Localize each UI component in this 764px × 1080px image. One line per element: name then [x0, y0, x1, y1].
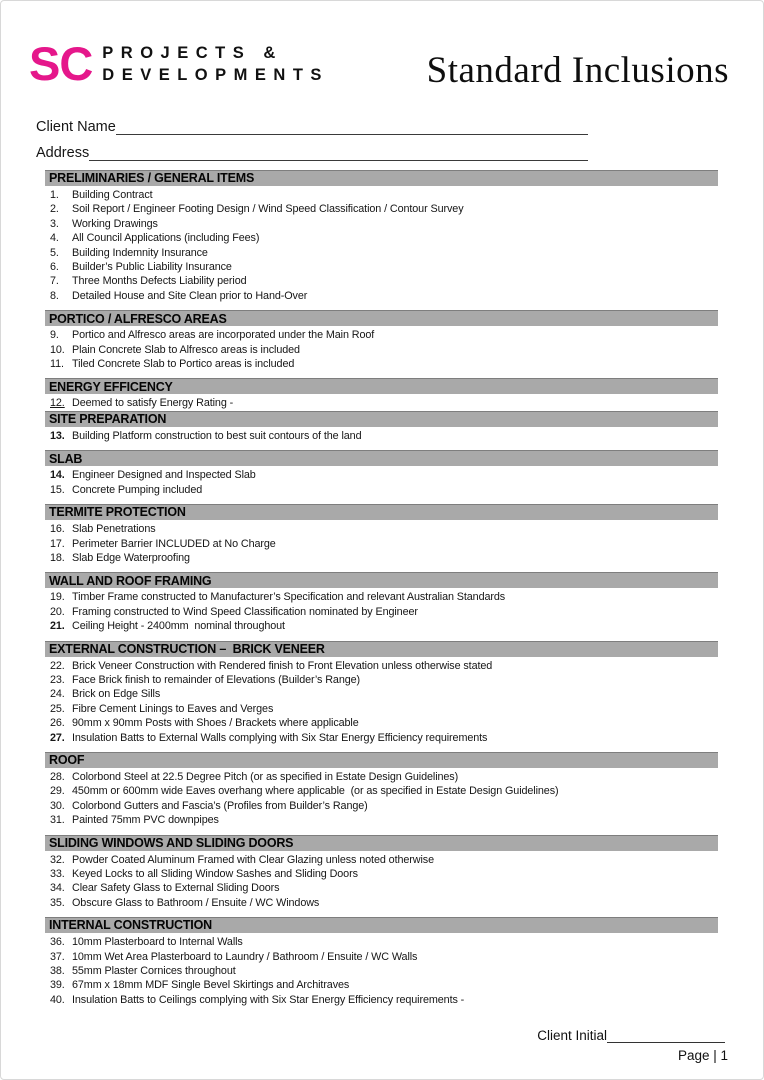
client-name-row — [36, 118, 588, 135]
client-fields — [1, 92, 763, 161]
list-item-number: 11. — [50, 358, 64, 371]
list-item-number: 39. — [50, 979, 65, 992]
list-item-text: Engineer Designed and Inspected Slab — [72, 469, 256, 482]
list-item — [45, 202, 718, 216]
list-item-number: 14. — [50, 469, 65, 482]
list-item-text: Clear Safety Glass to External Sliding Doors — [72, 882, 280, 895]
section-item-list — [45, 394, 718, 410]
inclusions-section — [45, 835, 718, 911]
list-item — [45, 702, 718, 716]
section-header-label: TERMITE PROTECTION — [49, 505, 186, 520]
list-item — [45, 978, 718, 992]
list-item-number: 21. — [50, 620, 65, 633]
list-item — [45, 343, 718, 357]
list-item — [45, 231, 718, 245]
section-header-bar — [45, 835, 718, 851]
section-item-list — [45, 933, 718, 1007]
list-item — [45, 590, 718, 604]
list-item — [45, 396, 718, 410]
inclusions-section — [45, 504, 718, 565]
list-item-text: 450mm or 600mm wide Eaves overhang where applicable (or as specified in Estate Design Guidelines) — [72, 785, 559, 798]
list-item — [45, 853, 718, 867]
list-item — [45, 522, 718, 536]
list-item-number: 15. — [50, 483, 65, 496]
list-item-number: 40. — [50, 993, 65, 1006]
list-item — [45, 716, 718, 730]
list-item-number: 27. — [50, 731, 65, 744]
list-item — [45, 605, 718, 619]
list-item-text: All Council Applications (including Fees) — [72, 232, 260, 245]
address-blank[interactable] — [89, 144, 588, 161]
list-item-text: Slab Penetrations — [72, 523, 156, 536]
list-item-number: 1. — [50, 189, 59, 201]
list-item — [45, 429, 718, 443]
list-item-number: 35. — [50, 896, 65, 909]
section-item-list — [45, 466, 718, 497]
list-item — [45, 813, 718, 827]
address-label: Address — [36, 145, 90, 161]
section-header-label: SITE PREPARATION — [49, 412, 167, 427]
list-item-text: Insulation Batts to External Walls complying with Six Star Energy Efficiency requirements — [72, 731, 488, 744]
section-header-bar — [45, 752, 718, 768]
section-item-list — [45, 768, 718, 828]
brand-name-line1: PROJECTS & — [102, 44, 283, 62]
inclusions-section — [45, 572, 718, 633]
section-item-list — [45, 326, 718, 371]
list-item — [45, 274, 718, 288]
list-item — [45, 964, 718, 978]
list-item — [45, 246, 718, 260]
list-item-text: Building Indemnity Insurance — [72, 246, 208, 259]
section-header-bar — [45, 572, 718, 588]
list-item — [45, 770, 718, 784]
list-item-text: 90mm x 90mm Posts with Shoes / Brackets where applicable — [72, 717, 359, 730]
list-item-text: Painted 75mm PVC downpipes — [72, 814, 219, 827]
list-item — [45, 468, 718, 482]
list-item-number: 30. — [50, 799, 65, 812]
list-item-number: 3. — [50, 217, 59, 230]
list-item-text: Working Drawings — [72, 217, 158, 230]
list-item — [45, 799, 718, 813]
list-item-text: Plain Concrete Slab to Alfresco areas is included — [72, 343, 300, 356]
section-header-label: SLIDING WINDOWS AND SLIDING DOORS — [49, 835, 294, 850]
section-item-list — [45, 851, 718, 911]
list-item-number: 18. — [50, 551, 65, 564]
list-item-text: Brick on Edge Sills — [72, 688, 161, 701]
list-item-number: 8. — [50, 289, 59, 302]
list-item-text: Deemed to satisfy Energy Rating - — [72, 397, 234, 410]
list-item — [45, 673, 718, 687]
section-item-list — [45, 520, 718, 565]
list-item-text: Slab Edge Waterproofing — [72, 551, 190, 564]
list-item-text: Colorbond Gutters and Fascia’s (Profiles from Builder’s Range) — [72, 799, 368, 812]
section-item-list — [45, 427, 718, 443]
list-item-number: 10. — [50, 343, 65, 356]
list-item-text: Builder’s Public Liability Insurance — [72, 261, 232, 274]
section-header-bar — [45, 450, 718, 466]
page-number: Page | 1 — [677, 1048, 728, 1063]
list-item-text: Portico and Alfresco areas are incorporated under the Main Roof — [72, 329, 375, 342]
inclusions-section — [45, 917, 718, 1007]
section-header-label: PRELIMINARIES / GENERAL ITEMS — [49, 171, 255, 186]
client-name-blank[interactable] — [116, 118, 588, 135]
section-header-bar — [45, 411, 718, 427]
list-item — [45, 357, 718, 371]
section-header-label: SLAB — [49, 451, 83, 466]
list-item — [45, 188, 718, 202]
list-item — [45, 328, 718, 342]
page-title: Standard Inclusions — [426, 50, 729, 91]
list-item — [45, 867, 718, 881]
list-item — [45, 993, 718, 1007]
list-item — [45, 659, 718, 673]
section-header-label: WALL AND ROOF FRAMING — [49, 573, 212, 588]
inclusions-sections — [45, 170, 718, 1007]
list-item-number: 38. — [50, 965, 65, 978]
list-item-number: 2. — [50, 203, 59, 216]
list-item — [45, 217, 718, 231]
client-initial-blank[interactable] — [607, 1027, 725, 1043]
list-item-text: Framing constructed to Wind Speed Classification nominated by Engineer — [72, 605, 418, 618]
list-item-text: 67mm x 18mm MDF Single Bevel Skirtings and Architraves — [72, 979, 350, 992]
list-item — [45, 896, 718, 910]
list-item-number: 34. — [50, 882, 65, 895]
section-header-label: ENERGY EFFICENCY — [49, 379, 173, 394]
list-item — [45, 289, 718, 303]
list-item-text: Obscure Glass to Bathroom / Ensuite / WC Windows — [72, 896, 320, 909]
list-item-text: Keyed Locks to all Sliding Window Sashes and Sliding Doors — [72, 868, 358, 880]
brand-block — [29, 36, 329, 90]
list-item-number: 24. — [50, 688, 65, 701]
list-item-text: Colorbond Steel at 22.5 Degree Pitch (or as specified in Estate Design Guidelines) — [72, 770, 459, 783]
section-header-label: INTERNAL CONSTRUCTION — [49, 918, 212, 933]
list-item-number: 16. — [50, 523, 65, 536]
list-item-number: 19. — [50, 591, 65, 604]
address-row — [36, 144, 588, 161]
list-item-number: 7. — [50, 275, 59, 288]
list-item — [45, 731, 718, 745]
list-item-number: 37. — [50, 950, 65, 963]
list-item — [45, 881, 718, 895]
list-item — [45, 483, 718, 497]
list-item-text: Detailed House and Site Clean prior to Hand-Over — [72, 289, 308, 302]
list-item-text: Insulation Batts to Ceilings complying with Six Star Energy Efficiency requirements - — [72, 993, 465, 1006]
inclusions-section — [45, 450, 718, 497]
section-item-list — [45, 657, 718, 745]
inclusions-section — [45, 310, 718, 371]
list-item-number: 28. — [50, 770, 65, 783]
section-header-bar — [45, 641, 718, 657]
list-item-text: 10mm Plasterboard to Internal Walls — [72, 936, 243, 949]
list-item-text: Three Months Defects Liability period — [72, 275, 247, 288]
list-item — [45, 687, 718, 701]
list-item-text: 10mm Wet Area Plasterboard to Laundry / Bathroom / Ensuite / WC Walls — [72, 950, 418, 963]
client-name-label: Client Name — [36, 119, 116, 135]
section-header-bar — [45, 917, 718, 933]
list-item-text: Timber Frame constructed to Manufacturer’s Specification and relevant Australian Standards — [72, 591, 506, 604]
section-item-list — [45, 186, 718, 303]
list-item-number: 23. — [50, 673, 65, 686]
list-item-number: 22. — [50, 659, 65, 672]
list-item-text: Building Contract — [72, 189, 153, 201]
list-item-number: 5. — [50, 246, 59, 259]
list-item — [45, 950, 718, 964]
list-item — [45, 935, 718, 949]
list-item-text: Face Brick finish to remainder of Elevations (Builder’s Range) — [72, 673, 361, 686]
section-header-bar — [45, 378, 718, 394]
list-item-number: 33. — [50, 868, 65, 880]
brand-logo: SC — [29, 36, 93, 90]
section-header-bar — [45, 310, 718, 326]
list-item-text: Tiled Concrete Slab to Portico areas is included — [72, 358, 295, 371]
list-item-text: Ceiling Height - 2400mm nominal throughout — [72, 620, 285, 633]
inclusions-section — [45, 411, 718, 443]
list-item-number: 31. — [50, 814, 65, 827]
section-header-bar — [45, 170, 718, 186]
list-item-number: 6. — [50, 261, 59, 274]
list-item-text: Concrete Pumping included — [72, 483, 203, 496]
list-item-number: 9. — [50, 329, 59, 342]
brand-name-line2: DEVELOPMENTS — [102, 65, 329, 84]
inclusions-section — [45, 170, 718, 303]
list-item-text: 55mm Plaster Cornices throughout — [72, 965, 236, 978]
list-item-number: 12. — [50, 397, 65, 410]
list-item-text: Powder Coated Aluminum Framed with Clear Glazing unless noted otherwise — [72, 853, 434, 866]
list-item-text: Perimeter Barrier INCLUDED at No Charge — [72, 537, 276, 550]
list-item-number: 17. — [50, 537, 65, 550]
brand-name — [102, 41, 329, 87]
section-header-label: EXTERNAL CONSTRUCTION – BRICK VENEER — [49, 641, 325, 656]
list-item — [45, 784, 718, 798]
section-header-label: ROOF — [49, 753, 85, 768]
client-initial-row — [1, 1027, 725, 1043]
list-item-number: 20. — [50, 605, 65, 618]
list-item-number: 13. — [50, 429, 65, 442]
inclusions-section — [45, 641, 718, 745]
list-item-text: Brick Veneer Construction with Rendered finish to Front Elevation unless otherwise stated — [72, 659, 493, 672]
list-item-text: Fibre Cement Linings to Eaves and Verges — [72, 702, 274, 715]
document-header — [1, 1, 763, 92]
list-item-number: 36. — [50, 936, 65, 949]
section-item-list — [45, 588, 718, 633]
list-item-number: 25. — [50, 702, 65, 715]
list-item-text: Soil Report / Engineer Footing Design / Wind Speed Classification / Contour Survey — [72, 203, 464, 216]
list-item — [45, 260, 718, 274]
client-initial-label: Client Initial — [537, 1028, 607, 1044]
list-item — [45, 537, 718, 551]
list-item-number: 29. — [50, 785, 65, 798]
list-item-number: 26. — [50, 717, 65, 730]
section-header-label: PORTICO / ALFRESCO AREAS — [49, 311, 227, 326]
inclusions-section — [45, 378, 718, 410]
list-item-number: 32. — [50, 853, 65, 866]
list-item-text: Building Platform construction to best suit contours of the land — [72, 429, 362, 442]
list-item — [45, 551, 718, 565]
inclusions-section — [45, 752, 718, 828]
section-header-bar — [45, 504, 718, 520]
list-item — [45, 619, 718, 633]
list-item-number: 4. — [50, 232, 59, 245]
